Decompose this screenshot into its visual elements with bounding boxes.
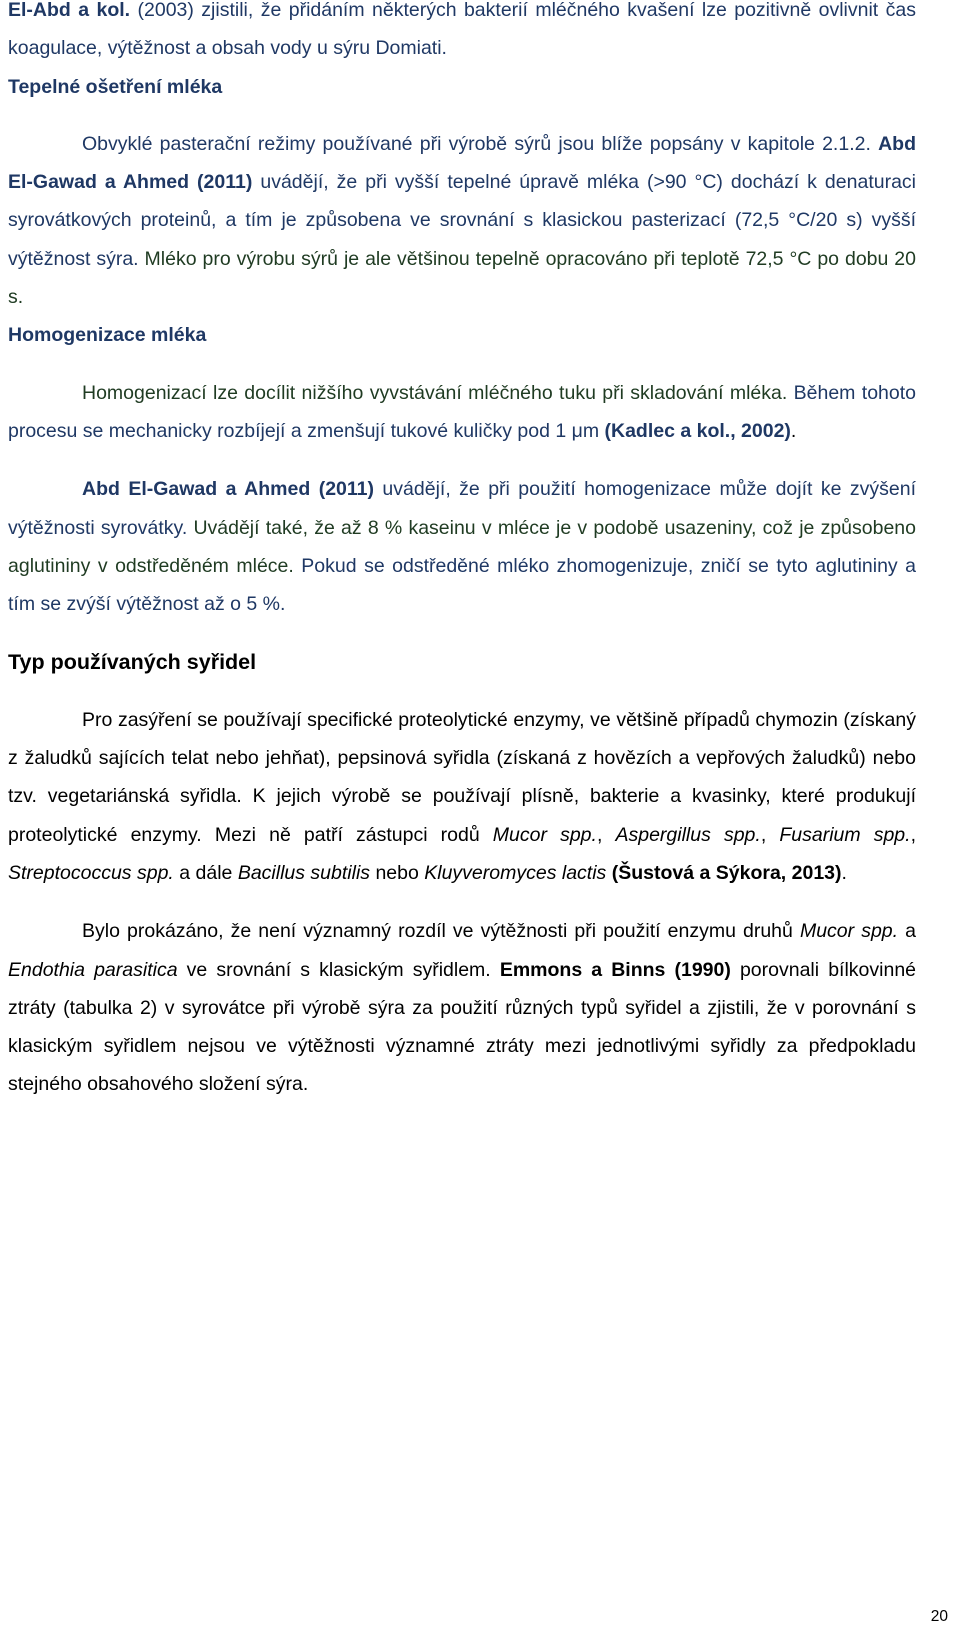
separator: ,: [760, 823, 780, 846]
paragraph-text: nebo: [370, 861, 425, 884]
paragraph-text: a dále: [173, 861, 238, 884]
heading-homogenizace: Homogenizace mléka: [8, 324, 207, 347]
species-streptococcus: Streptococcus spp.: [8, 861, 174, 884]
paragraph-text: porovnali bílkovinné ztráty (tabulka 2) v syrovátce při výrobě sýra za použití různých typů syřidel a zjistili, že v porovnání s klasickým syřidlem nejsou ve výtěžnosti významné ztráty mezi jednotlivými syřidly za předpokladu stejného obsahového složení sýra.: [8, 958, 917, 1096]
paragraph-text: uvádějí, že při použití homogenizace může dojít ke zvýšení výtěžnosti syrovátky.: [8, 478, 916, 539]
paragraph-homogenizace: [8, 374, 916, 451]
heading-typ-syridel: Typ používaných syřidel: [8, 650, 257, 675]
paragraph-text: Obvyklé pasterační režimy používané při výrobě sýrů jsou blíže popsány v kapitole 2.1.2.: [82, 132, 879, 155]
separator: ,: [910, 823, 916, 846]
species-mucor: Mucor spp.: [492, 823, 597, 846]
paragraph-text: uvádějí, že při vyšší tepelné úpravě mléka (>90 °C) dochází k denaturaci syrovátkových proteinů, a tím je způsobena ve srovnání s klasickou pasterizací (72,5 °C/20 s) vyšší výtěžnost sýra.: [8, 171, 916, 270]
species-bacillus: Bacillus subtilis: [237, 861, 371, 884]
citation-abd-el-gawad: Abd El-Gawad a Ahmed (2011): [8, 132, 916, 194]
citation-el-abd: El-Abd a kol.: [8, 0, 131, 21]
paragraph-text: zjistili, že přidáním některých bakterií mléčného kvašení lze pozitivně ovlivnit čas koagulace, výtěžnost a obsah vody u sýru Domiati.: [8, 0, 916, 60]
paragraph-syridla: [8, 701, 916, 892]
citation-abd-el-gawad: Abd El-Gawad a Ahmed (2011): [82, 478, 374, 501]
paragraph-vyteznost: [8, 912, 916, 1103]
page-number: 20: [930, 1608, 948, 1625]
paragraph-text: .: [790, 419, 797, 442]
paragraph-tepelne: [8, 125, 916, 316]
paragraph-text: Homogenizací lze docílit nižšího vyvstávání mléčného tuku při skladování mléka.: [82, 381, 788, 404]
paragraph-text: Během tohoto procesu se mechanicky rozbíjejí a zmenšují tukové kuličky pod 1 μm: [8, 381, 916, 442]
paragraph-homogenizace-syrovatka: [8, 470, 916, 623]
paragraph-text: Pokud se odstředěné mléko zhomogenizuje, zničí se tyto aglutininy a tím se zvýší výtěžnost až o 5 %.: [8, 554, 916, 616]
heading-tepelne-osetreni: Tepelné ošetření mléka: [8, 75, 223, 98]
paragraph-text: Uvádějí také, že až 8 % kaseinu v mléce je v podobě usazeniny, což je způsobeno aglutininy v odstředěném mléce.: [8, 516, 916, 577]
species-fusarium: Fusarium spp.: [779, 823, 911, 846]
paragraph-el-abd: [8, 0, 916, 68]
paragraph-text: a: [898, 920, 917, 943]
citation-emmons: Emmons a Binns (1990): [499, 958, 731, 981]
citation-year: (2003): [137, 0, 194, 21]
paragraph-text: Mléko pro výrobu sýrů je ale většinou tepelně opracováno při teplotě 72,5 °C po dobu 20 s.: [8, 247, 917, 309]
document-page: [8, 0, 916, 1104]
separator: ,: [596, 823, 616, 846]
paragraph-text: Pro zasýření se používají specifické proteolytické enzymy, ve většině případů chymozin (získaný z žaludků sajících telat nebo jehňat), pepsinová syřidla (získaná z hovězích a vepřových žaludků) nebo tzv. vegetariánská syřidla. K jejich výrobě se používají plísně, bakterie a kvasinky, které produkují proteolytické enzymy. Mezi ně patří zástupci rodů: [8, 708, 916, 846]
paragraph-text: ve srovnání s klasickým syřidlem.: [177, 958, 500, 981]
paragraph-text: Bylo prokázáno, že není významný rozdíl ve výtěžnosti při použití enzymu druhů: [82, 920, 800, 943]
citation-kadlec: (Kadlec a kol., 2002): [604, 419, 791, 442]
species-mucor: Mucor spp.: [799, 920, 899, 943]
citation-sustova: (Šustová a Sýkora, 2013): [611, 861, 842, 884]
species-kluyveromyces: Kluyveromyces lactis: [424, 861, 607, 884]
species-aspergillus: Aspergillus spp.: [615, 823, 761, 846]
paragraph-text: .: [841, 861, 847, 884]
species-endothia: Endothia parasitica: [8, 958, 178, 981]
